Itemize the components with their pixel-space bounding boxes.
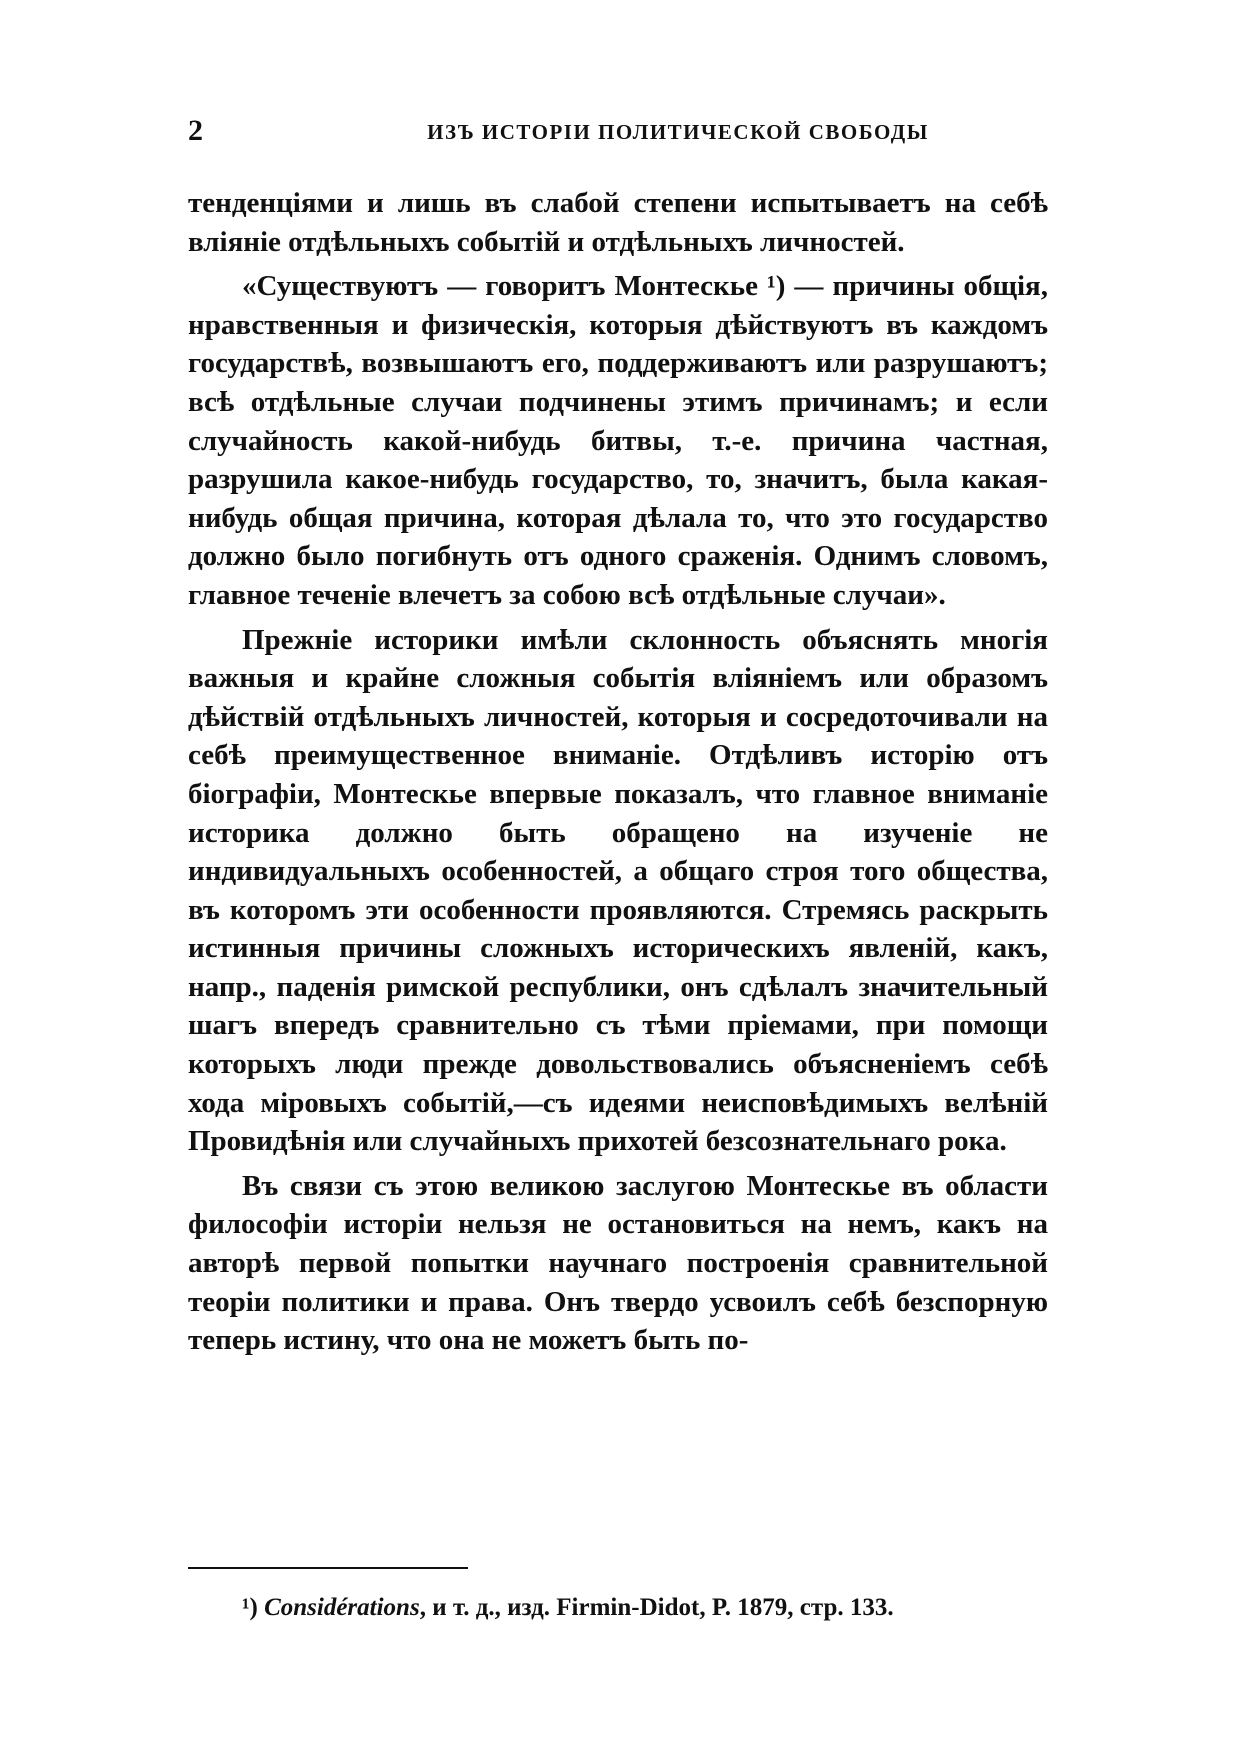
footnote-text: , и т. д., изд. Firmin-Didot, P. 1879, стр. 133. bbox=[419, 1594, 894, 1621]
footnote bbox=[242, 1594, 1062, 1622]
running-head: ИЗЪ ИСТОРІИ ПОЛИТИЧЕСКОЙ СВОБОДЫ bbox=[427, 120, 929, 144]
paragraph-3: Прежніе историки имѣли склонность объяснять многія важныя и крайне сложныя событія вліяніемъ или образомъ дѣйствій отдѣльныхъ личностей, которыя и сосредоточивали на себѣ преимущественное вниманіе. Отдѣливъ исторію отъ біографіи, Монтескье впервые показалъ, что главное вниманіе историка должно быть обращено на изученіе не индивидуальныхъ особенностей, а общаго строя того общества, въ которомъ эти особенности проявляются. Стремясь раскрыть истинныя причины сложныхъ историческихъ явленій, какъ, напр., паденія римской республики, онъ сдѣлалъ значительный шагъ впередъ сравнительно съ тѣми пріемами, при помощи которыхъ люди прежде довольствовались объясненіемъ себѣ хода міровыхъ событій,—съ идеями неисповѣдимыхъ велѣній Провидѣнія или случайныхъ прихотей безсознательнаго рока. bbox=[188, 623, 1048, 1158]
footnote-marker: ¹) bbox=[242, 1594, 258, 1621]
body-text bbox=[188, 184, 1048, 1366]
footnote-title: Considérations bbox=[264, 1594, 420, 1621]
footnote-divider bbox=[188, 1567, 468, 1569]
paragraph-1: тенденціями и лишь въ слабой степени испытываетъ на себѣ вліяніе отдѣльныхъ событій и отдѣльныхъ личностей. bbox=[188, 187, 1048, 258]
page-header bbox=[188, 114, 1048, 154]
page-number: 2 bbox=[188, 114, 203, 147]
paragraph-4: Въ связи съ этою великою заслугою Монтескье въ области философіи исторіи нельзя не остановиться на немъ, какъ на авторѣ первой попытки научнаго построенія сравнительной теоріи политики и права. Онъ твердо усвоилъ себѣ безспорную теперь истину, что она не можетъ быть по- bbox=[188, 1169, 1048, 1357]
paragraph-2: «Существуютъ — говоритъ Монтескье ¹) — причины общія, нравственныя и физическія, которыя дѣйствуютъ въ каждомъ государствѣ, возвышаютъ его, поддерживаютъ или разрушаютъ; всѣ отдѣльные случаи подчинены этимъ причинамъ; и если случайность какой-нибудь битвы, т.-е. причина частная, разрушила какое-нибудь государство, то, значитъ, была какая-нибудь общая причина, которая дѣлала то, что это государство должно было погибнуть отъ одного сраженія. Однимъ словомъ, главное теченіе влечетъ за собою всѣ отдѣльные случаи». bbox=[188, 270, 1048, 611]
